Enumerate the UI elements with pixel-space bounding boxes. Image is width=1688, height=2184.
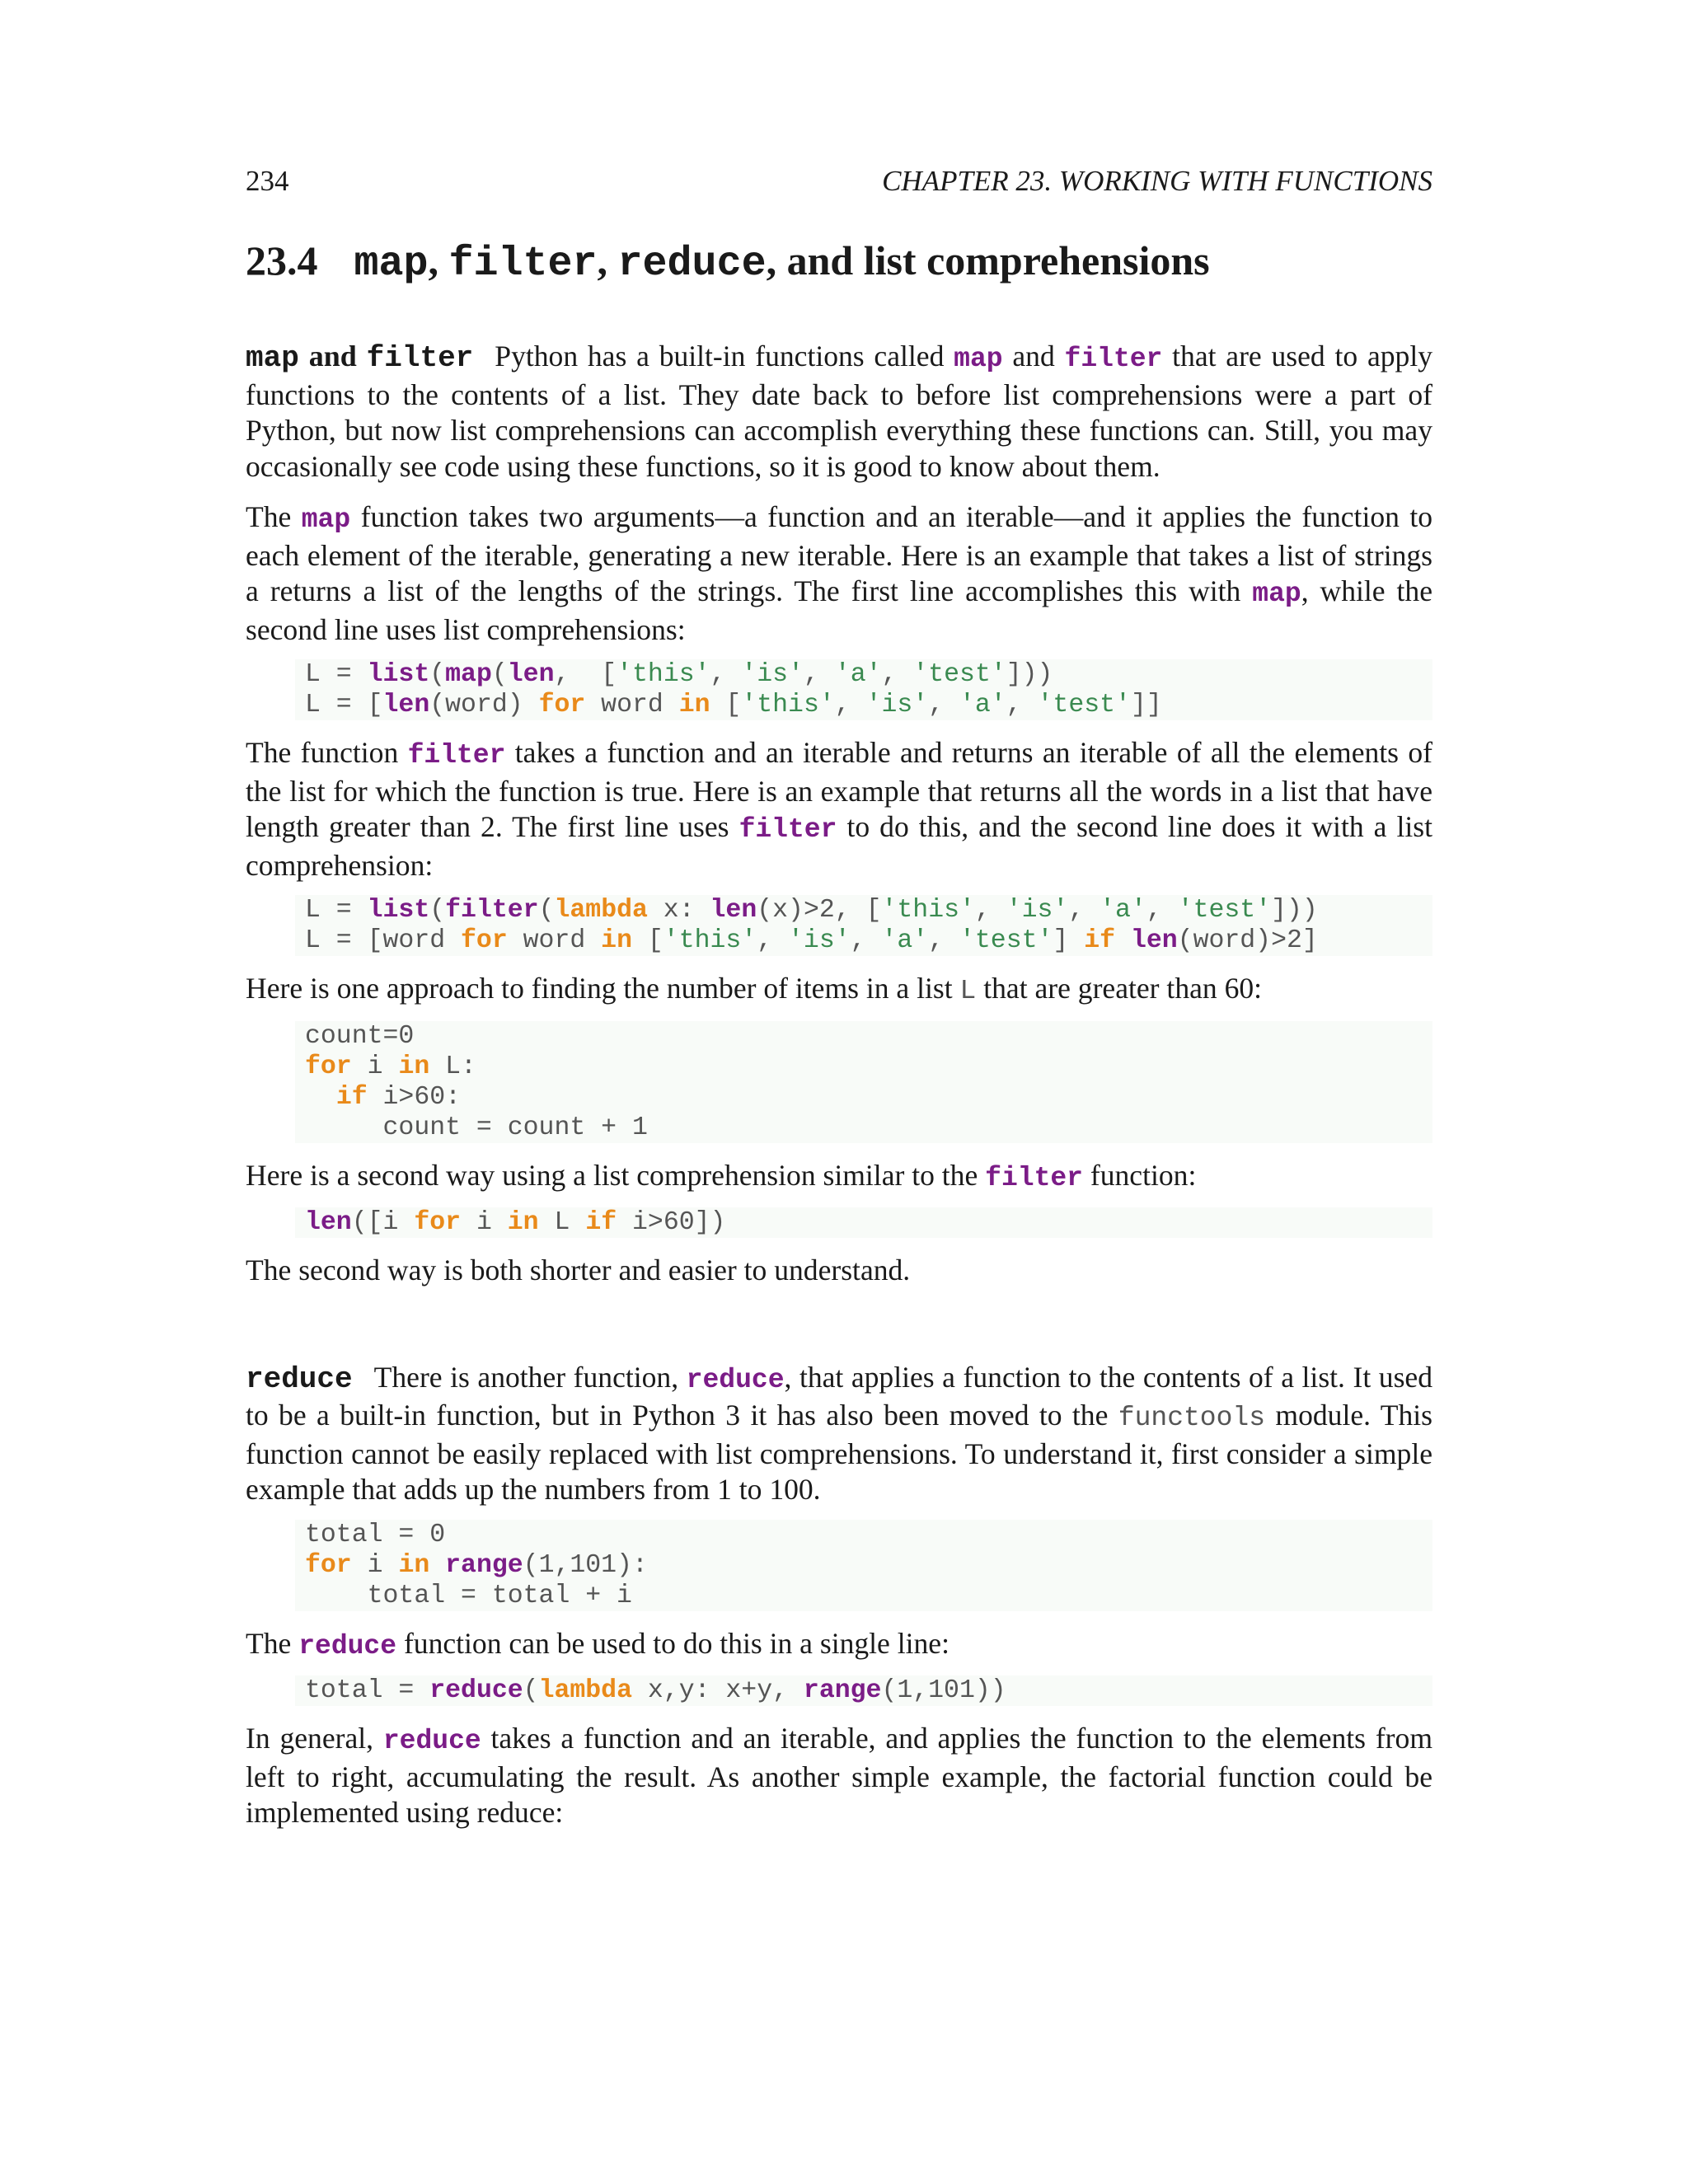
code-token: list — [367, 660, 430, 689]
code-block-reduce — [295, 1675, 1432, 1706]
keyword-reduce: reduce — [382, 1726, 481, 1756]
code-token: ] — [1053, 926, 1085, 955]
code-token: L = — [305, 896, 368, 925]
keyword-filter: filter — [985, 1162, 1083, 1193]
code-token: in — [398, 1550, 430, 1580]
code-token: 'is' — [741, 660, 804, 689]
keyword-filter: filter — [407, 740, 506, 771]
code-token: 'test' — [959, 926, 1053, 955]
code-token: len — [305, 1208, 352, 1237]
code-token: in — [398, 1052, 430, 1081]
code-token — [305, 1083, 336, 1112]
code-line — [305, 1207, 1432, 1238]
code-token: (1,101): — [523, 1550, 648, 1580]
running-title: CHAPTER 23. WORKING WITH FUNCTIONS — [882, 165, 1432, 197]
code-token: L — [538, 1208, 586, 1237]
section-heading — [246, 236, 1432, 289]
code-token: count=0 — [305, 1021, 415, 1051]
code-token: 'this' — [881, 896, 975, 925]
code-token: [ — [631, 926, 663, 955]
code-token: 'a' — [1100, 896, 1146, 925]
code-token: (x)>2, [ — [757, 896, 882, 925]
code-token: , — [1006, 691, 1038, 719]
code-block-count-loop — [295, 1021, 1432, 1143]
runin-heading-reduce: reduce — [246, 1361, 353, 1396]
code-token: lambda — [538, 1676, 632, 1705]
code-token: if — [585, 1208, 617, 1237]
paragraph-map-filter-intro: map and filter Python has a built-in functions called map and filter that are used to apply functions to the contents of a list. They date back to before list comprehensions were a part of Python, but now list comprehensions can accomplish everything these functions can. Still, you may occasionally see code using these functions, so it is good to know about them. — [246, 340, 1433, 483]
code-block-filter — [295, 895, 1432, 956]
paragraph-reduce-single-line: The reduce function can be used to do this in a single line: — [246, 1626, 950, 1661]
paragraph-reduce-general: In general, reduce takes a function and an iterable, and applies the function to the elements from left to right, accumulating the result. As another simple example, the factorial function could be implemented using reduce: — [246, 1722, 1432, 1829]
code-token: len — [710, 896, 757, 925]
code-token: count = count + 1 — [305, 1113, 648, 1142]
code-line — [305, 1052, 1432, 1082]
page-number: 234 — [246, 165, 289, 197]
page-header — [246, 165, 1432, 211]
code-token: 'this' — [741, 691, 835, 719]
code-token: for — [305, 1550, 352, 1580]
code-token: for — [538, 691, 586, 719]
code-line — [305, 1113, 1432, 1143]
code-token: (1,101)) — [881, 1676, 1006, 1705]
code-token: 'a' — [834, 660, 882, 689]
code-token: for — [461, 926, 508, 955]
section-title-comma-1: , — [428, 237, 449, 284]
paragraph-map-description: The map function takes two arguments—a function and an iterable—and it applies the function to each element of the iterable, generating a new iterable. Here is an example that takes a list of strings a returns a list of the lengths of the strings. The first line accomplishes this with map, while the second line uses list comprehensions: — [246, 500, 1433, 646]
code-token: , — [803, 660, 835, 689]
code-line — [305, 690, 1432, 720]
section-title-comma-2: , — [597, 237, 618, 284]
code-block-map — [295, 659, 1432, 720]
code-token: len — [507, 660, 555, 689]
code-token: ])) — [1006, 660, 1053, 689]
code-token: 'is' — [865, 691, 929, 719]
code-token: , — [1146, 896, 1178, 925]
keyword-map: map — [954, 344, 1003, 374]
code-token: filter — [445, 896, 539, 925]
code-token: range — [803, 1676, 882, 1705]
code-token — [429, 1551, 445, 1580]
keyword-filter: filter — [738, 814, 837, 845]
code-token: ( — [429, 660, 446, 689]
code-token: , — [1068, 896, 1100, 925]
code-token: in — [507, 1208, 539, 1237]
keyword-reduce: reduce — [686, 1364, 785, 1395]
code-token: , — [850, 926, 882, 955]
code-token: list — [367, 896, 430, 925]
code-token: ])) — [1271, 896, 1318, 925]
code-line — [305, 1581, 1432, 1611]
code-token: word — [585, 691, 679, 719]
code-token: len — [382, 691, 430, 719]
code-token: , — [881, 660, 913, 689]
code-token: [ — [710, 691, 742, 719]
code-token: x: — [647, 896, 710, 925]
runin-heading-map-filter: map and filter — [246, 340, 474, 375]
code-token: L: — [429, 1052, 476, 1081]
code-token: ( — [523, 1676, 539, 1705]
code-token: , — [974, 896, 1006, 925]
code-token: 'test' — [1037, 691, 1131, 719]
code-token: i — [351, 1052, 399, 1081]
keyword-reduce: reduce — [298, 1630, 397, 1661]
code-token: ( — [429, 896, 446, 925]
section-title-rest: , and list comprehensions — [766, 237, 1210, 284]
code-token: , — [928, 691, 959, 719]
code-line — [305, 1520, 1432, 1550]
code-token: , — [834, 691, 866, 719]
page — [246, 165, 1432, 1831]
code-line — [305, 895, 1432, 926]
code-token: 'a' — [881, 926, 929, 955]
code-token: 'test' — [912, 660, 1006, 689]
section-title-filter: filter — [448, 241, 598, 288]
paragraph-count-approach: Here is one approach to finding the number of items in a list L that are greater than 60: — [246, 972, 1263, 1006]
code-block-total-loop — [295, 1520, 1432, 1611]
paragraph-shorter: The second way is both shorter and easier to understand. — [246, 1254, 911, 1286]
code-token: total = — [305, 1676, 430, 1705]
inline-code-L: L — [959, 976, 977, 1006]
code-token — [1115, 926, 1131, 955]
code-token: for — [414, 1208, 462, 1237]
code-token: total = total + i — [305, 1581, 632, 1610]
code-token: i — [351, 1550, 399, 1580]
code-token: lambda — [554, 896, 648, 925]
paragraph-second-way: Here is a second way using a list comprehension similar to the filter function: — [246, 1158, 1197, 1193]
code-line — [305, 1550, 1432, 1581]
code-token: in — [678, 691, 710, 719]
code-token: if — [335, 1082, 368, 1112]
code-token: range — [445, 1550, 523, 1580]
section-title-map: map — [354, 241, 429, 288]
code-token: i>60]) — [617, 1208, 726, 1237]
code-line — [305, 926, 1432, 956]
code-token: , — [928, 926, 959, 955]
code-token: for — [305, 1052, 352, 1081]
code-line — [305, 1021, 1432, 1052]
code-token: ( — [538, 896, 555, 925]
code-line — [305, 1082, 1432, 1113]
code-token: len — [1130, 926, 1178, 955]
code-token: in — [601, 926, 632, 955]
code-token: (word) — [429, 691, 539, 719]
code-token: L = — [305, 660, 368, 689]
code-line — [305, 659, 1432, 690]
code-token: , [ — [554, 660, 617, 689]
code-token: 'is' — [1006, 896, 1069, 925]
code-token: ( — [491, 660, 508, 689]
code-token: , — [757, 926, 789, 955]
section-title-reduce: reduce — [617, 241, 767, 288]
code-token: total = 0 — [305, 1520, 446, 1549]
code-token: 'this' — [617, 660, 710, 689]
keyword-filter: filter — [1064, 344, 1163, 374]
code-token: L = [ — [305, 691, 383, 719]
code-token: 'this' — [663, 926, 757, 955]
keyword-map: map — [301, 504, 351, 535]
code-token: (word)>2] — [1177, 926, 1318, 955]
section-number: 23.4 — [246, 237, 318, 284]
code-line — [305, 1675, 1432, 1706]
code-token: 'a' — [959, 691, 1006, 719]
paragraph-reduce-intro: reduce There is another function, reduce, that applies a function to the contents of a list. It used to be a built-in function, but in Python 3 it has also been moved to the functools module. This function cannot be easily replaced with list comprehensions. To understand it, first consider a simple example that adds up the numbers from 1 to 100. — [246, 1360, 1433, 1506]
code-token: i — [461, 1208, 508, 1237]
code-token: map — [445, 660, 492, 689]
paragraph-filter-description: The function filter takes a function and an iterable and returns an iterable of all the elements of the list for which the function is true. Here is an example that returns all the words in a list that have length greater than 2. The first line uses filter to do this, and the second line does it with a list comprehension: — [246, 736, 1432, 882]
code-token: word — [507, 926, 602, 955]
code-token: ]] — [1130, 691, 1162, 719]
code-token: ([i — [351, 1208, 415, 1237]
code-token: , — [710, 660, 742, 689]
code-token: i>60: — [367, 1082, 462, 1112]
inline-code-functools: functools — [1118, 1403, 1266, 1433]
code-block-len-comprehension — [295, 1207, 1432, 1238]
code-token: 'test' — [1177, 896, 1272, 925]
code-token: reduce — [429, 1676, 523, 1705]
code-token: 'is' — [788, 926, 851, 955]
code-token: if — [1084, 926, 1116, 955]
keyword-map: map — [1252, 579, 1301, 609]
code-token: x,y: x+y, — [631, 1676, 804, 1705]
code-token: L = [word — [305, 926, 462, 955]
